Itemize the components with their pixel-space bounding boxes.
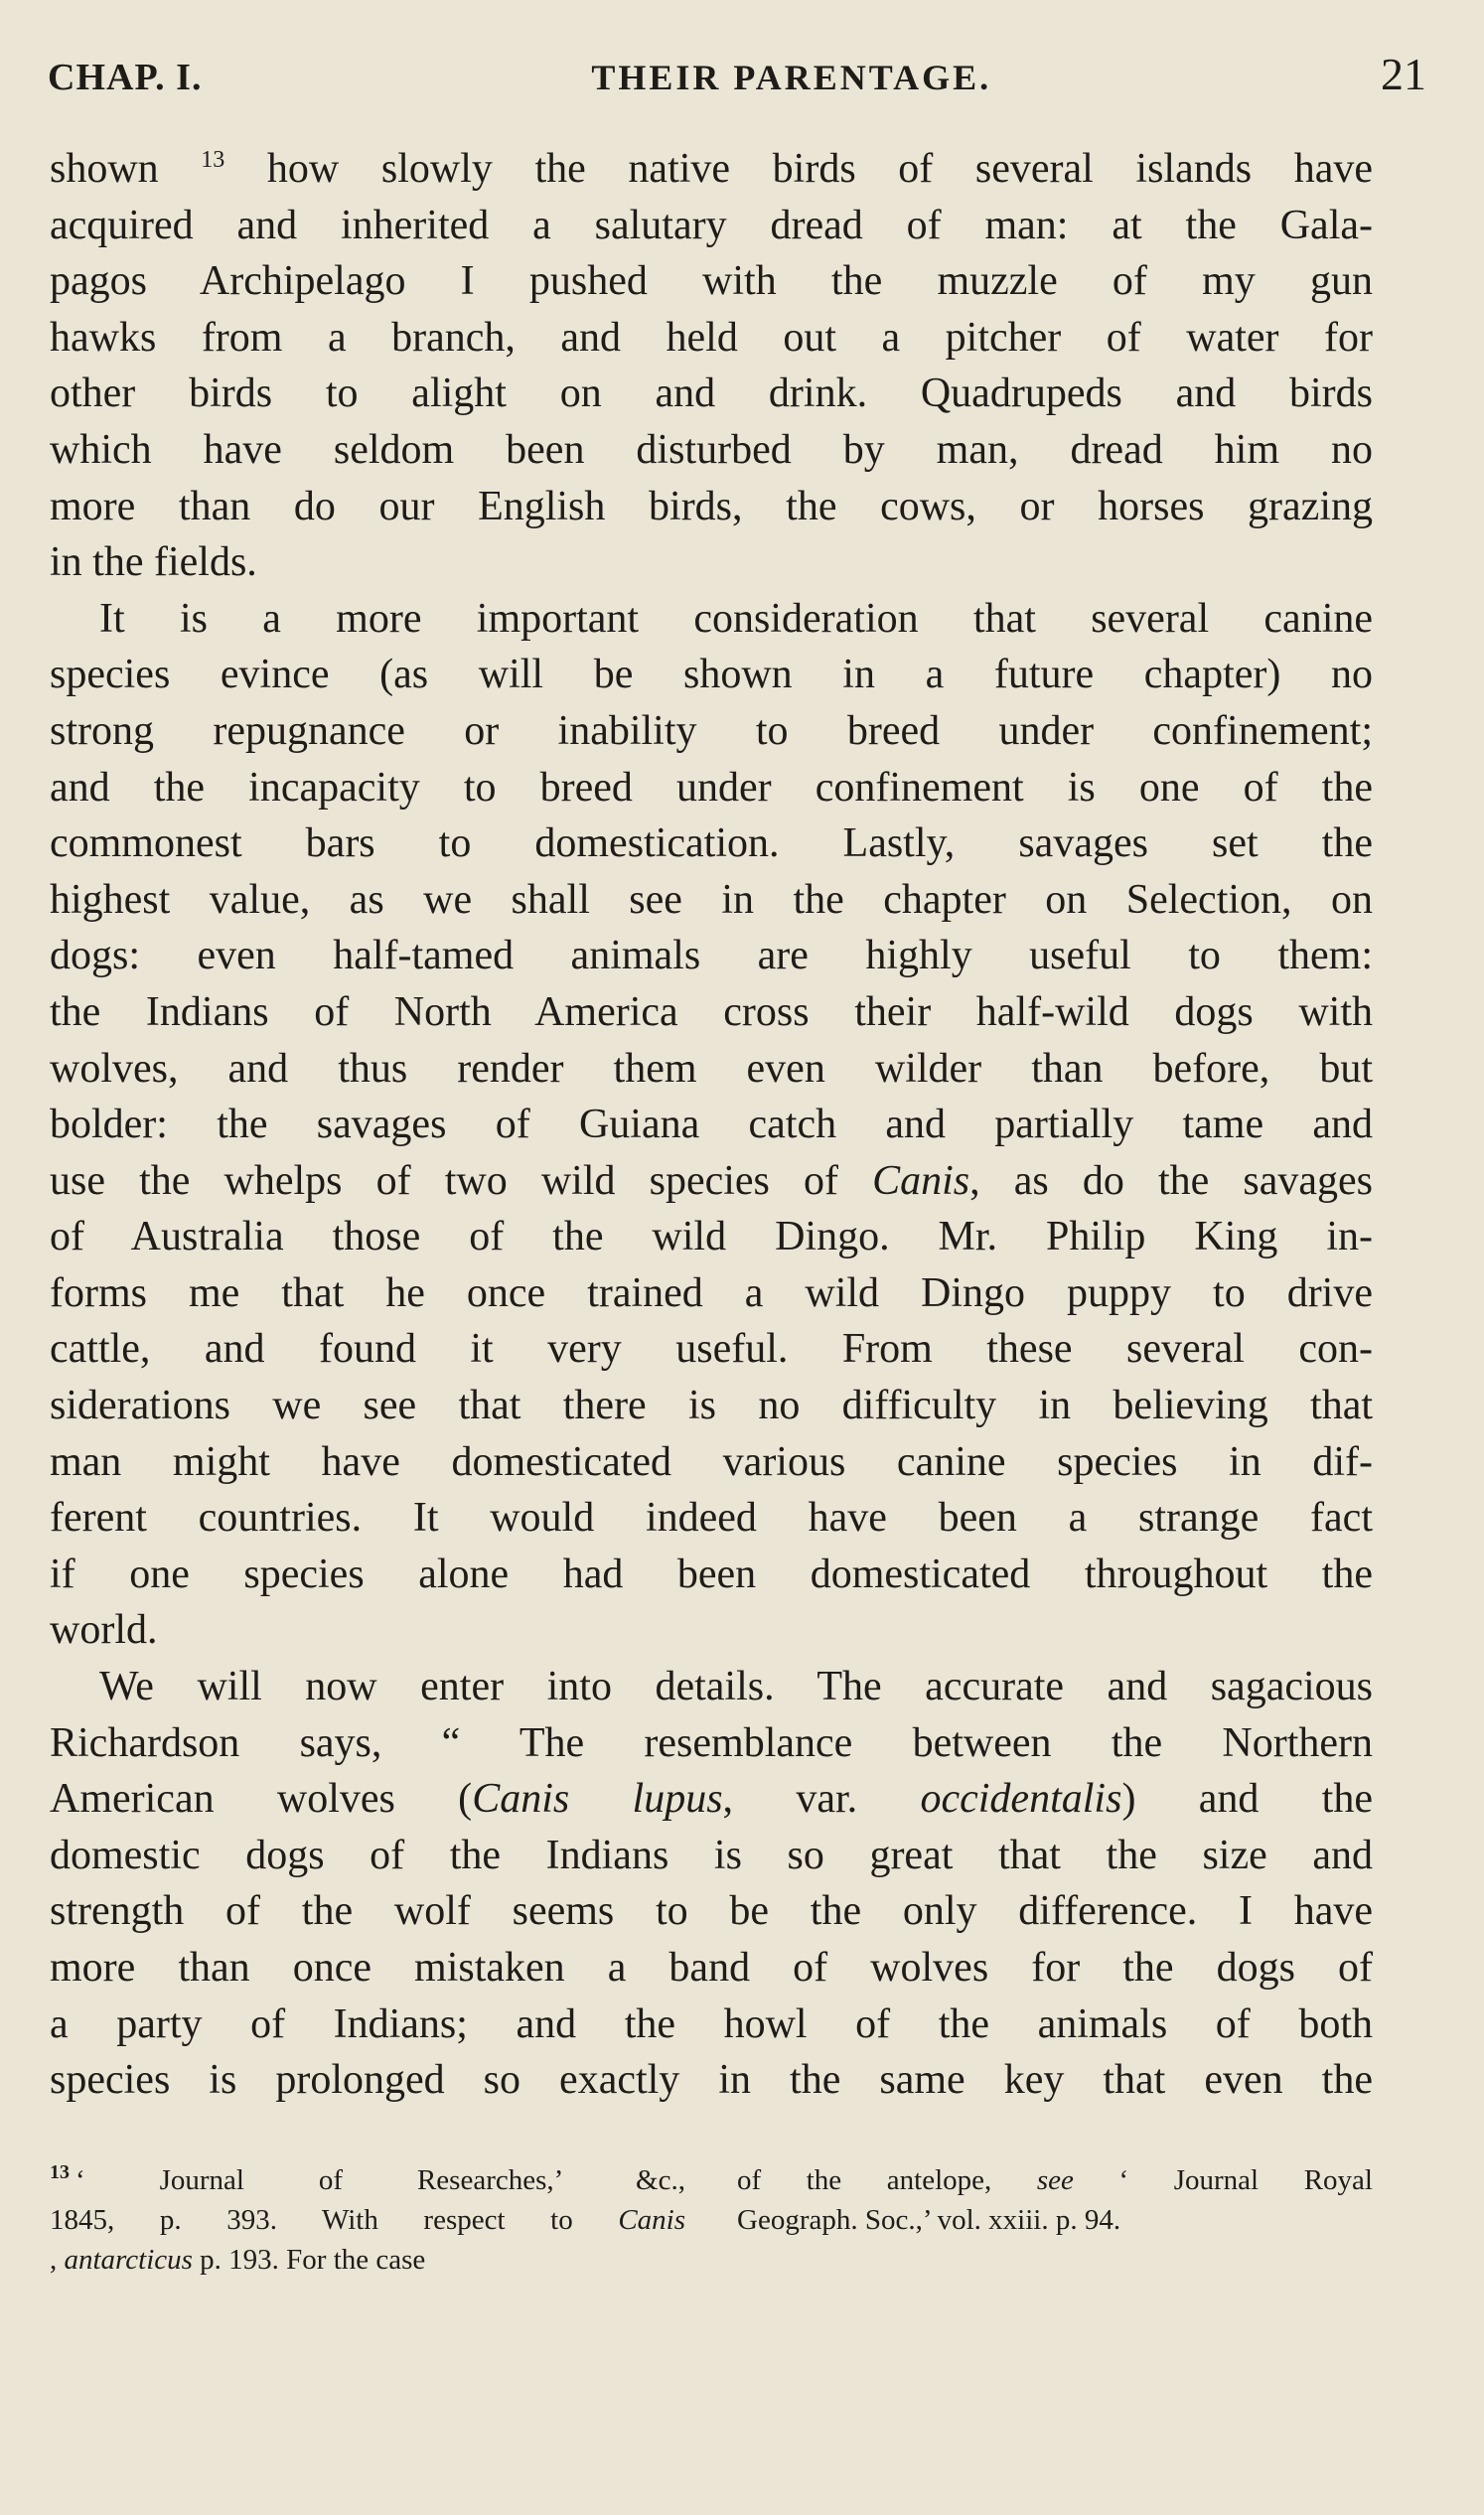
text-line: of Australia those of the wild Dingo. Mr. Philip King in- xyxy=(50,1214,1373,1260)
text-line: more than do our English birds, the cows, or horses grazing xyxy=(50,483,1373,529)
text-run: of the antelope, xyxy=(737,2164,1037,2196)
text-line xyxy=(50,141,1373,198)
text-run: ) and the xyxy=(1121,1776,1373,1823)
footnote-marker: 13 xyxy=(50,2161,70,2184)
text-line: the Indians of North America cross their half-wild dogs with xyxy=(50,988,1373,1035)
text-line: a party of Indians; and the howl of the animals of both xyxy=(50,2000,1373,2047)
text-line: strong repugnance or inability to breed under confinement; xyxy=(50,707,1373,754)
chapter-label: CHAP. I. xyxy=(48,57,203,98)
footnote-line xyxy=(50,2160,685,2200)
text-line: siderations we see that there is no difficulty in believing that xyxy=(50,1383,1373,1429)
text-line xyxy=(50,1153,1373,1210)
footnote-column-right xyxy=(737,2160,1373,2280)
text-run: , as do the savages xyxy=(969,1157,1373,1204)
text-run: American wolves ( xyxy=(50,1776,473,1823)
italic-term: see xyxy=(1036,2164,1074,2196)
text-line: domestic dogs of the Indians is so great that the size and xyxy=(50,1832,1373,1878)
text-run: 1845, p. 393. With respect to xyxy=(50,2204,619,2236)
text-line: other birds to alight on and drink. Quadrupeds and birds xyxy=(50,370,1373,417)
text-line: ferent countries. It would indeed have been a strange fact xyxy=(50,1495,1373,1542)
text-line: more than once mistaken a band of wolves for the dogs of xyxy=(50,1945,1373,1991)
italic-term: Canis lupus xyxy=(472,1776,723,1823)
text-line: bolder: the savages of Guiana catch and partially tame and xyxy=(50,1102,1373,1148)
text-line: dogs: even half-tamed animals are highly useful to them: xyxy=(50,933,1373,979)
text-line: wolves, and thus render them even wilder than before, but xyxy=(50,1045,1373,1092)
running-head xyxy=(48,48,1426,107)
text-run: ‘ Journal of Researches,’ &c., xyxy=(75,2164,685,2196)
footnote-column-left xyxy=(50,2160,685,2280)
text-line: man might have domesticated various canine species in dif- xyxy=(50,1438,1373,1485)
text-line: It is a more important consideration that several canine xyxy=(99,595,1373,642)
running-title: THEIR PARENTAGE. xyxy=(591,58,992,97)
italic-term: Canis xyxy=(618,2204,685,2236)
text-line: hawks from a branch, and held out a pitcher of water for xyxy=(50,314,1373,361)
text-line: forms me that he once trained a wild Dingo puppy to drive xyxy=(50,1269,1373,1316)
text-line: if one species alone had been domesticated throughout the xyxy=(50,1551,1373,1597)
text-line: highest value, as we shall see in the chapter on Selection, on xyxy=(50,876,1373,923)
text-line: species is prolonged so exactly in the same key that even the xyxy=(50,2057,1373,2104)
footnote-line xyxy=(50,2200,685,2240)
text-line: Richardson says, “ The resemblance between the Northern xyxy=(50,1719,1373,1766)
text-line: which have seldom been disturbed by man, dread him no xyxy=(50,426,1373,473)
italic-term: Canis xyxy=(872,1157,970,1204)
text-line: world. xyxy=(50,1607,158,1654)
text-run: how slowly the native birds of several islands have xyxy=(224,146,1373,192)
footnote-reference: 13 xyxy=(201,147,225,173)
footnotes xyxy=(50,2160,1373,2280)
text-run: , var. xyxy=(722,1776,921,1823)
text-line xyxy=(50,1771,1373,1828)
text-line: commonest bars to domestication. Lastly, savages set the xyxy=(50,820,1373,867)
body-text xyxy=(50,141,1373,2109)
text-line: We will now enter into details. The accurate and sagacious xyxy=(99,1664,1373,1710)
text-run: ‘ Journal Royal xyxy=(1073,2164,1373,2196)
footnote-line xyxy=(50,2240,685,2280)
text-line: strength of the wolf seems to be the only difference. I have xyxy=(50,1888,1373,1935)
text-run: shown xyxy=(50,146,202,192)
text-line: in the fields. xyxy=(50,539,257,586)
italic-term: antarcticus xyxy=(64,2244,193,2276)
page-number: 21 xyxy=(1381,49,1426,99)
footnote-line xyxy=(737,2160,1373,2200)
text-line: cattle, and found it very useful. From these several con- xyxy=(50,1326,1373,1373)
text-line: acquired and inherited a salutary dread of man: at the Gala- xyxy=(50,202,1373,248)
text-run: use the whelps of two wild species of xyxy=(50,1157,873,1204)
text-line: and the incapacity to breed under confinement is one of the xyxy=(50,764,1373,811)
italic-term: occidentalis xyxy=(920,1776,1122,1823)
text-run: , xyxy=(50,2244,65,2276)
text-line: pagos Archipelago I pushed with the muzzle of my gun xyxy=(50,258,1373,305)
text-run: p. 193. For the case xyxy=(192,2244,426,2276)
footnote-line xyxy=(737,2200,1373,2240)
text-line: species evince (as will be shown in a future chapter) no xyxy=(50,652,1373,698)
text-run: Geograph. Soc.,’ vol. xxiii. p. 94. xyxy=(737,2204,1121,2236)
